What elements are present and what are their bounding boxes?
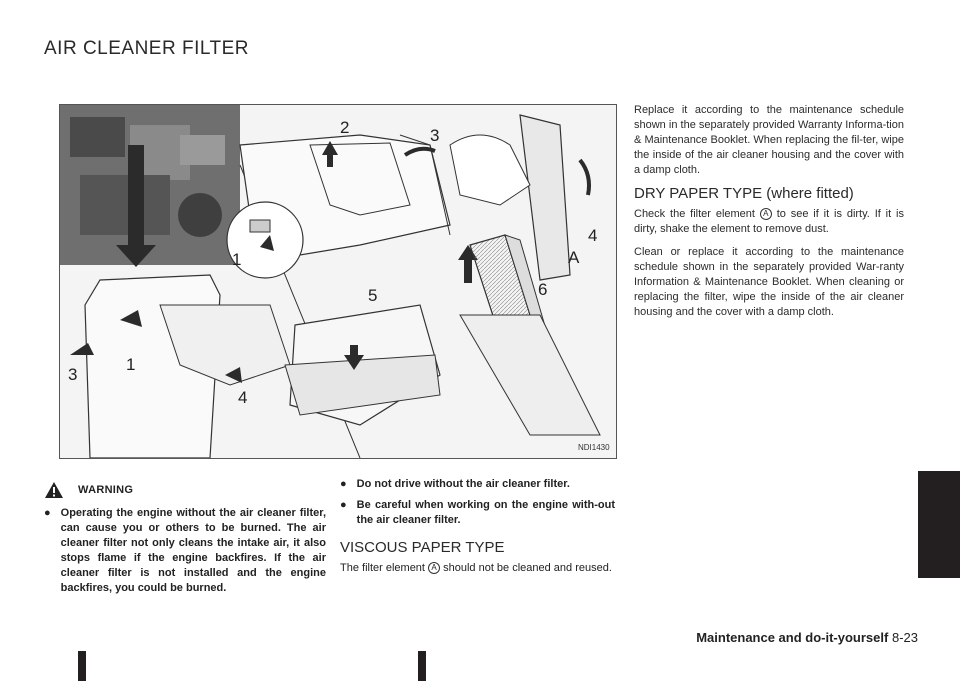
figure-id: NDI1430 bbox=[578, 443, 610, 452]
viscous-paper-heading: VISCOUS PAPER TYPE bbox=[340, 539, 505, 556]
marker-a-icon: A bbox=[428, 562, 440, 574]
callout-2: 2 bbox=[340, 118, 350, 137]
crop-mark-right bbox=[418, 651, 426, 681]
bullet-icon: ● bbox=[340, 499, 347, 511]
section-tab bbox=[918, 471, 960, 578]
callout-4-top: 4 bbox=[588, 226, 598, 245]
warning-bullet-2: ● Be careful when working on the engine with-out the air cleaner filter. bbox=[340, 499, 615, 526]
callout-1-lower: 1 bbox=[126, 355, 136, 374]
crop-mark-left bbox=[78, 651, 86, 681]
intro-paragraph: Replace it according to the maintenance schedule shown in the separately provided Warranty Informa-tion & Maintenance Booklet. When replacing the fil-ter, wipe the inside of the air cleaner housing and the cover with a damp cloth. bbox=[634, 104, 904, 176]
callout-3-top: 3 bbox=[430, 126, 440, 145]
air-cleaner-illustration bbox=[59, 104, 617, 459]
callout-1-inset: 1 bbox=[232, 250, 242, 269]
warning-bullet-1: ● Do not drive without the air cleaner filter. bbox=[340, 478, 570, 490]
callout-A: A bbox=[568, 248, 580, 267]
dry-paper-paragraph-2: Clean or replace it according to the maintenance schedule shown in the separately provided War-ranty Information & Maintenance Booklet. When cleaning or replacing the filter, wipe the inside of the air cleaner housing and the cover with a damp cloth. bbox=[634, 246, 904, 318]
warning-text: Operating the engine without the air cleaner filter, can cause you or others to be burned. The air cleaner filter not only cleans the intake air, it also stops flame if the engine backfires. If the air cleaner filter is not installed and the engine backfires, you could be burned. bbox=[60, 507, 326, 594]
callout-3-lower: 3 bbox=[68, 365, 78, 384]
callout-5: 5 bbox=[368, 286, 378, 305]
warning-block bbox=[44, 481, 326, 596]
footer-page-number: 8-23 bbox=[891, 630, 918, 645]
marker-a-icon: A bbox=[760, 208, 772, 220]
footer-section: Maintenance and do-it-yourself bbox=[696, 630, 889, 645]
callout-6: 6 bbox=[538, 280, 548, 299]
right-column bbox=[634, 103, 904, 328]
callout-4-lower: 4 bbox=[238, 388, 248, 407]
viscous-paper-paragraph: The filter element A should not be cleaned and reused. bbox=[340, 562, 612, 574]
bullet-icon: ● bbox=[44, 507, 51, 519]
dry-paper-paragraph-1: Check the filter element A to see if it is dirty. If it is dirty, shake the element to remove dust. bbox=[634, 208, 904, 235]
warning-label: WARNING bbox=[78, 483, 134, 496]
warning-bullet bbox=[44, 506, 326, 596]
bullet-icon: ● bbox=[340, 478, 347, 490]
middle-column bbox=[340, 477, 615, 576]
page-footer bbox=[696, 630, 918, 645]
page-title: AIR CLEANER FILTER bbox=[44, 38, 250, 59]
warning-triangle-icon bbox=[44, 481, 64, 499]
dry-paper-heading: DRY PAPER TYPE (where fitted) bbox=[634, 185, 854, 202]
